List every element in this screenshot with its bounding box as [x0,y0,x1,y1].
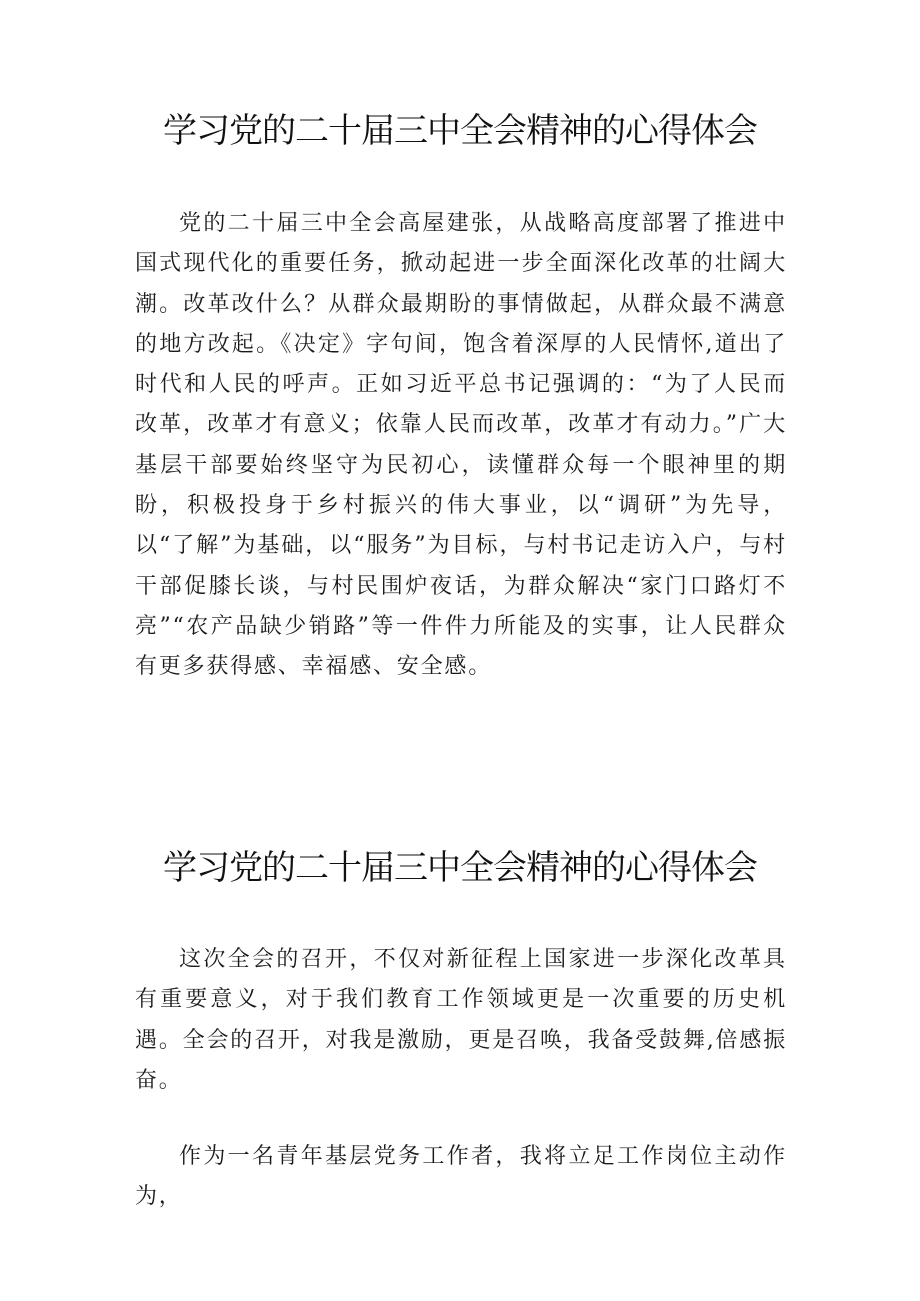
section-2-paragraph-1: 这次全会的召开，不仅对新征程上国家进一步深化改革具有重要意义，对于我们教育工作领域更是一次重要的历史机遇。全会的召开，对我是激励，更是召唤，我备受鼓舞,倍感振奋。 [135,947,787,1093]
section-1-title: 学习党的二十届三中全会精神的心得体会 [163,111,757,151]
section-2-paragraph-2: 作为一名青年基层党务工作者，我将立足工作岗位主动作为， [135,1144,787,1210]
section-2-title: 学习党的二十届三中全会精神的心得体会 [163,848,757,888]
section-1-paragraph-1: 党的二十届三中全会高屋建张，从战略高度部署了推进中国式现代化的重要任务，掀动起进一步全面深化改革的壮阔大潮。改革改什么？从群众最期盼的事情做起，从群众最不满意的地方改起。《决定》字句间，饱含着深厚的人民情怀,道出了时代和人民的呼声。正如习近平总书记强调的：“为了人民而改革，改革才有意义；依靠人民而改革，改革才有动力。”广大基层干部要始终坚守为民初心，读懂群众每一个眼神里的期盼，积极投身于乡村振兴的伟大事业，以“调研”为先导，以“了解”为基础，以“服务”为目标，与村书记走访入户，与村干部促膝长谈，与村民围炉夜话，为群众解决“家门口路灯不亮”“农产品缺少销路”等一件件力所能及的实事，让人民群众有更多获得感、幸福感、安全感。 [135,211,787,680]
